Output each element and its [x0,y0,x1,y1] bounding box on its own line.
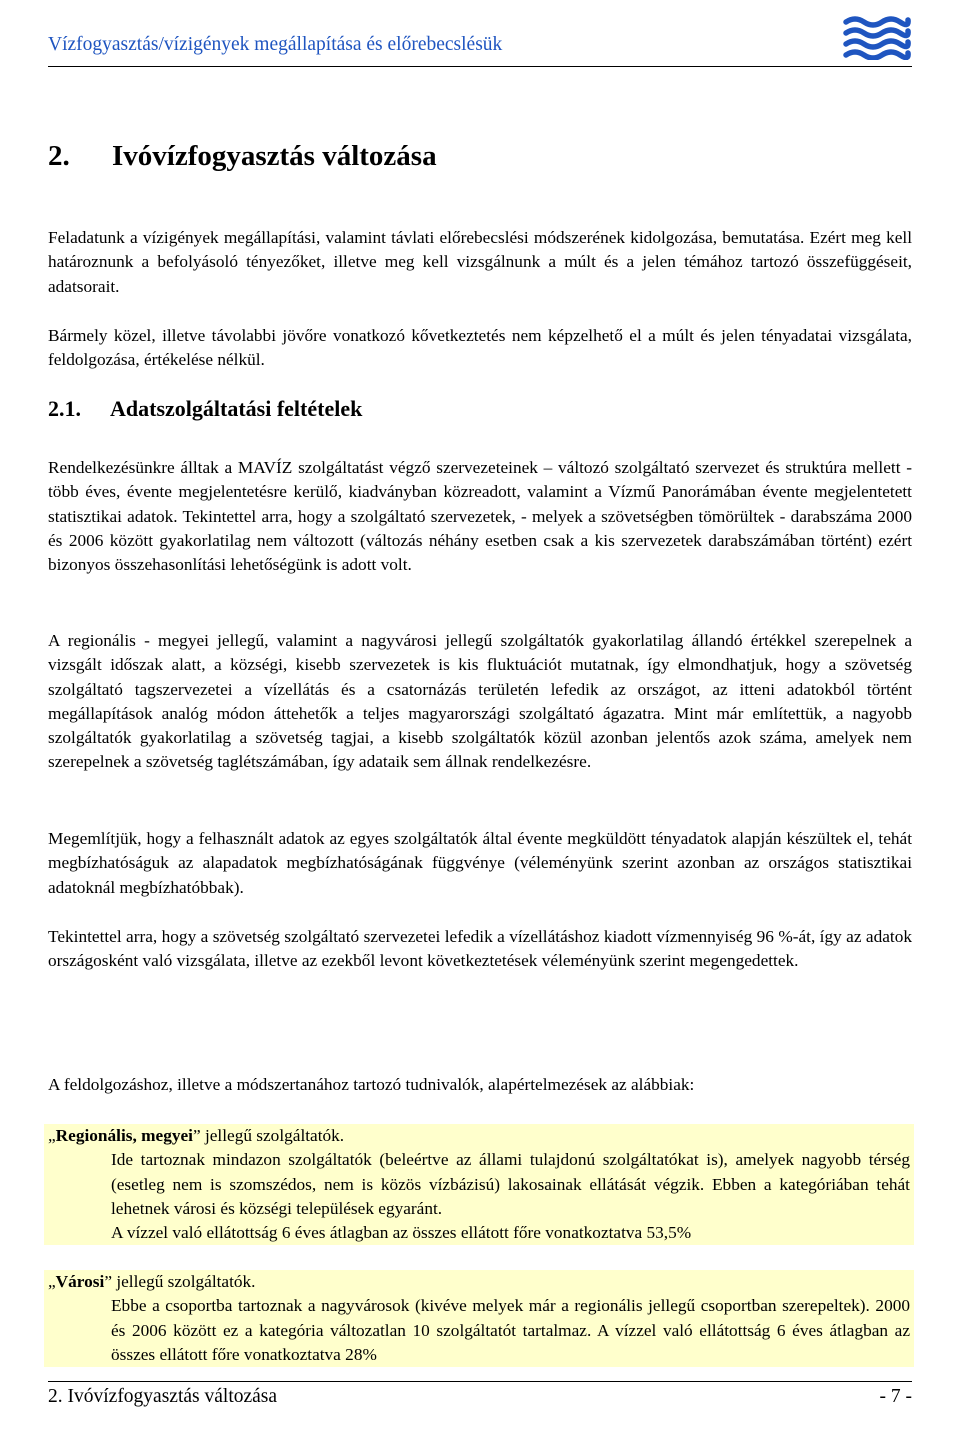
close-quote: ” [192,1126,201,1145]
definition-term: Városi [55,1272,105,1291]
open-quote: „ [48,1272,56,1291]
section-title: Adatszolgáltatási feltételek [110,396,363,421]
section-number: 2.1. [48,396,81,421]
paragraph-data-sources: Rendelkezésünkre álltak a MAVÍZ szolgáltatást végző szervezeteinek – változó szolgáltató szervezet és struktúra mellett - több éves, évente megjelentetésre kerülő, kiadványban közreadott, valamint a Vízmű Panorámában évente megjelentetett statisztikai adatok. Tekintettel arra, hogy a szolgáltató szervezetek, - melyek a szövetségben tömörültek - darabszáma 2000 és 2006 között gyakorlatilag nem változott (változás néhány esetben csak a kis szervezetek darabszámában történt) ezért bizonyos összehasonlítási lehetőségünk is adott volt. [48,458,912,575]
definition-body: Ebbe a csoportba tartoznak a nagyvárosok (kivéve melyek már a regionális jellegű csoportban szerepeltek). 2000 és 2006 között ez a kategória változatlan 10 szolgáltatót tartalmaz. A vízzel való ellátottság 6 éves átlagban az összes ellátott főre vonatkoztatva 28% [111,1296,910,1364]
definition-regional [44,1124,914,1245]
paragraph-regional: A regionális - megyei jellegű, valamint a nagyvárosi jellegű szolgáltatók gyakorlatilag állandó értékkel szerepelnek a vizsgált időszak alatt, a községi, kisebb szervezetek is kis fluktuációt mutatnak, így elmondhatjuk, hogy a szövetség szolgáltató tagszervezetei a vízellátás és a csatornázás területén lefedik az országot, az itteni adatokból történt megállapítások analóg módon áttehetők a teljes magyarországi szolgáltató ágazatra. Mint már említettük, a nagyobb szolgáltatók gyakorlatilag a szövetség tagjai, a kisebb szolgáltatók közül azonban jelentős azok száma, amelyek nem szerepelnek a szövetség taglétszámában, így adataik sem állnak rendelkezésre. [48,631,912,772]
chapter-title: Ivóvízfogyasztás változása [112,140,437,172]
paragraph-definitions-intro: A feldolgozáshoz, illetve a módszertanához tartozó tudnivalók, alapértelmezések az alábbiak: [48,1075,695,1094]
footer-divider [48,1381,912,1382]
footer-chapter: 2. Ivóvízfogyasztás változása [48,1386,278,1407]
paragraph-future: Bármely közel, illetve távolabbi jövőre vonatkozó kővetkeztetés nem képzelhető el a múlt és jelen tényadatai vizsgálata, feldolgozása, értékelése nélkül. [48,326,912,370]
definition-supply-rate: A vízzel való ellátottság 6 éves átlagban az összes ellátott főre vonatkoztatva 53,5% [111,1223,692,1243]
paragraph-coverage: Tekintettel arra, hogy a szövetség szolgáltató szervezetei lefedik a vízellátáshoz kiadott vízmennyiség 96 %-át, így az adatok országosként való vizsgálata, illetve az ezekből levont következtetések véleményünk szerint megengedettek. [48,927,912,971]
chapter-number: 2. [48,140,70,172]
definition-urban [44,1270,914,1367]
definition-lead [44,1124,914,1148]
definition-body: Ide tartoznak mindazon szolgáltatók (beleértve az állami tulajdonú szolgáltatókat is), amelyek nagyobb térség (esetleg nem is szomszédos, nem is közös vízbázisú) lakosainak ellátását végzik. Ebben a kategóriában tehát lehetnek városi és községi települések egyaránt. [111,1150,910,1218]
open-quote: „ [48,1126,56,1145]
section-heading [48,396,362,422]
header-divider [48,66,912,67]
chapter-heading [48,140,437,173]
paragraph-intro: Feladatunk a vízigények megállapítási, valamint távlati előrebecslési módszerének kidolgozása, bemutatása. Ezért meg kell határoznunk a befolyásoló tényezőket, illetve meg kell vizsgálnunk a múlt és a jelen témához tartozó összefüggéseit, adatsorait. [48,228,912,296]
definition-suffix: jellegű szolgáltatók. [112,1272,256,1291]
header-title: Vízfogyasztás/vízigények megállapítása és előrebecslésük [48,34,503,55]
water-waves-icon [840,14,912,60]
definition-lead [44,1270,914,1294]
paragraph-reliability: Megemlítjük, hogy a felhasznált adatok az egyes szolgáltatók által évente megküldött tényadatok alapján készültek el, tehát megbízhatóságuk az alapadatok megbízhatóságának függvénye (véleményünk szerint azonban az országos statisztikai adatoknál megbízhatóbbak). [48,829,912,897]
definition-term: Regionális, megyei [55,1126,193,1145]
close-quote: ” [104,1272,112,1291]
page-number: - 7 - [879,1386,912,1407]
definition-suffix: jellegű szolgáltatók. [200,1126,345,1145]
